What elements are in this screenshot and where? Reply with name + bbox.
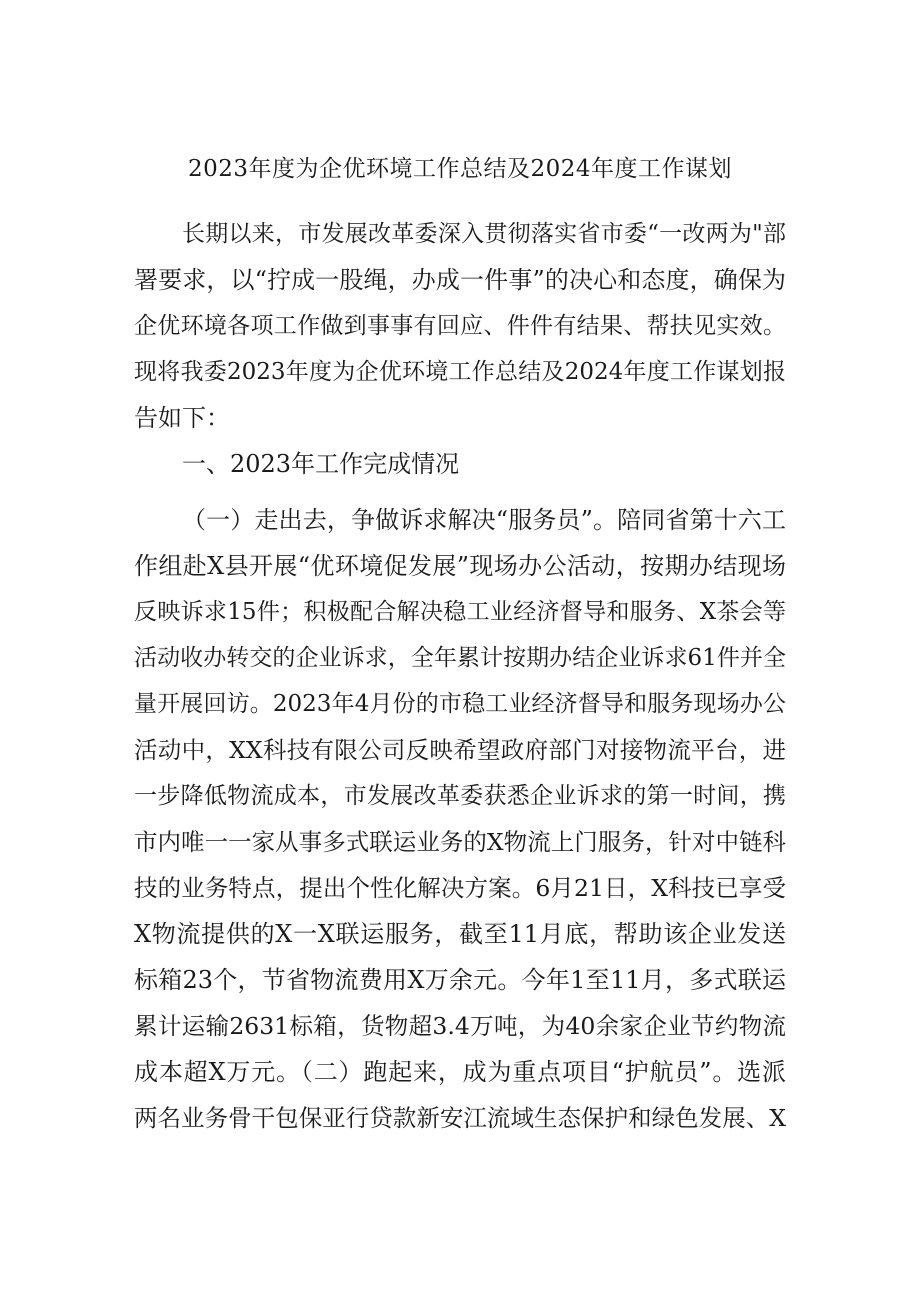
paragraph-line: 技的业务特点，提出个性化解决方案。6月21日，X科技已享受 [134, 874, 786, 902]
section-heading: 一、2023年工作完成情况 [182, 450, 460, 478]
paragraph-line: 作组赴X县开展“优环境促发展”现场办公活动，按期办结现场 [134, 552, 786, 580]
paragraph-line: 现将我委2023年度为企优环境工作总结及2024年度工作谋划报 [134, 359, 786, 385]
paragraph-line: 活动中，XX科技有限公司反映希望政府部门对接物流平台，进 [134, 736, 786, 764]
paragraph-line: 活动收办转交的企业诉求，全年累计按期办结企业诉求61件并全 [134, 645, 786, 671]
paragraph-line: （一）走出去，争做诉求解决“服务员”。陪同省第十六工 [182, 506, 786, 534]
paragraph-line: 市内唯一一家从事多式联运业务的X物流上门服务，针对中链科 [134, 828, 786, 856]
paragraph-line: 一步降低物流成本，市发展改革委获悉企业诉求的第一时间，携 [134, 783, 786, 809]
paragraph-line: 反映诉求15件；积极配合解决稳工业经济督导和服务、X茶会等 [134, 599, 786, 625]
paragraph-line: 量开展回访。2023年4月份的市稳工业经济督导和服务现场办公 [134, 691, 786, 717]
paragraph-line: 署要求，以“拧成一股绳，办成一件事”的决心和态度，确保为 [134, 266, 786, 294]
paragraph-line: 告如下： [134, 404, 230, 432]
paragraph-line: X物流提供的X一X联运服务，截至11月底，帮助该企业发送 [134, 920, 786, 948]
paragraph-line: 企优环境各项工作做到事事有回应、件件有结果、帮扶见实效。 [134, 313, 786, 339]
paragraph-line: 累计运输2631标箱，货物超3.4万吨，为40余家企业节约物流 [134, 1012, 786, 1040]
paragraph-line: 标箱23个，节省物流费用X万余元。今年1至11月，多式联运 [134, 966, 786, 994]
paragraph-line: 长期以来，市发展改革委深入贯彻落实省市委“一改两为"部 [182, 221, 786, 247]
document-title: 2023年度为企优环境工作总结及2024年度工作谋划 [187, 156, 733, 182]
paragraph-line: 两名业务骨干包保亚行贷款新安江流域生态保护和绿色发展、X [134, 1104, 786, 1132]
paragraph-line: 成本超X万元。（二）跑起来，成为重点项目“护航员”。选派 [134, 1058, 786, 1086]
